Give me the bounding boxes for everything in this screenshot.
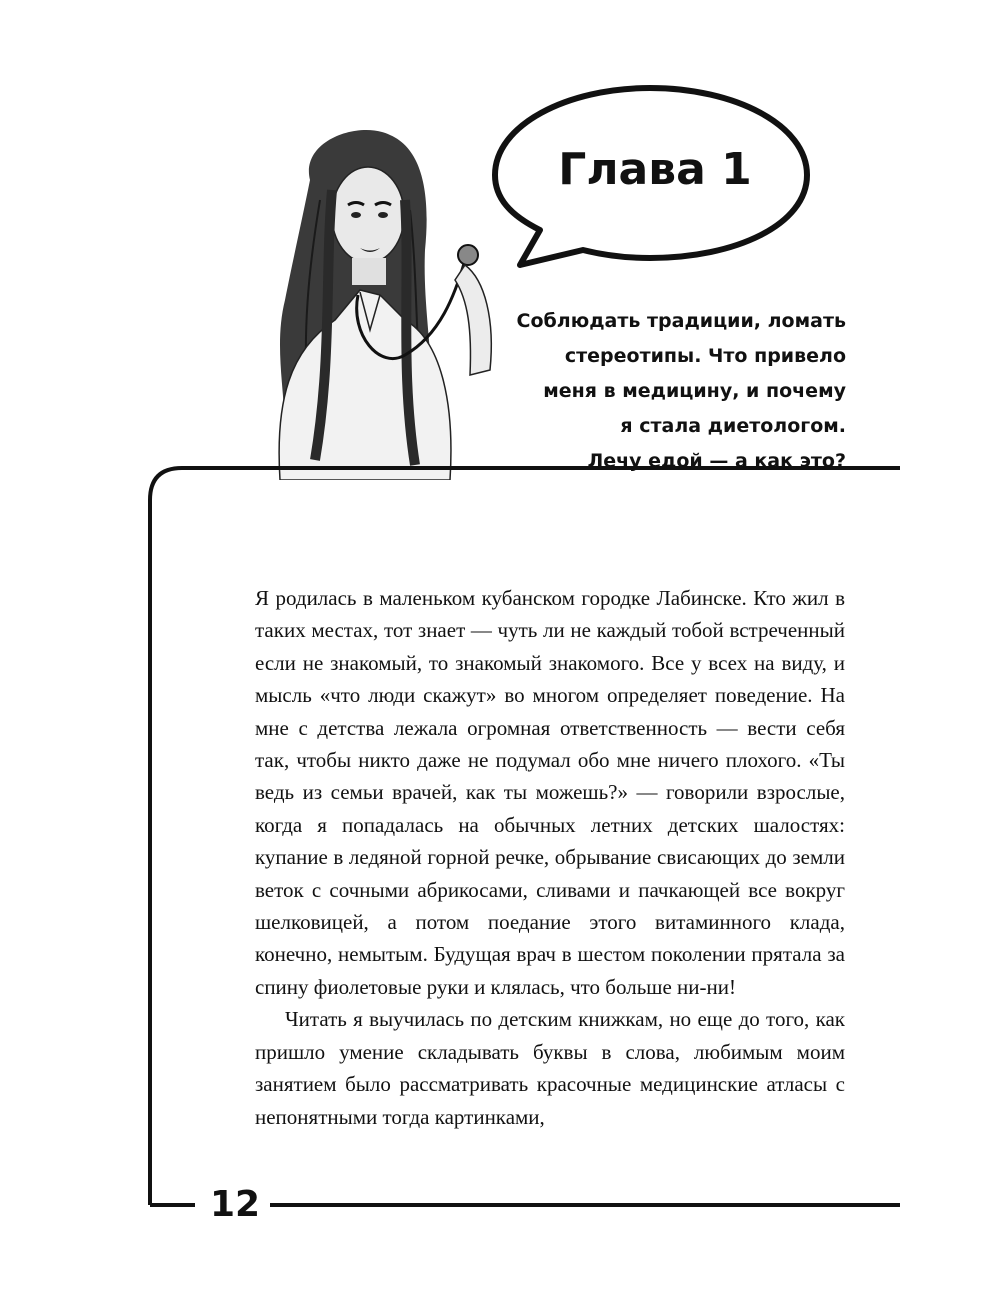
subtitle-line: Лечу едой — а как это? bbox=[587, 450, 846, 472]
chapter-title: Глава 1 bbox=[558, 144, 752, 195]
subtitle-line: Соблюдать традиции, ломать bbox=[516, 310, 846, 332]
page-number: 12 bbox=[200, 1180, 270, 1230]
paragraph: Я родилась в маленьком кубанском городке Лабинске. Кто жил в таких местах, тот знает — чуть ли не каждый тобой встреченный если не знакомый, то знакомый знакомого. Все у всех на виду, и мысль «что люди скажут» во многом определяет поведение. На мне с детства лежала огромная ответственность — вести себя так, чтобы никто даже не подумал обо мне ничего плохого. «Ты ведь из семьи врачей, как ты можешь?» — говорили взрослые, когда я попадалась на обычных летних детских шалостях: купание в ледяной горной речке, обрывание свисающих до земли веток с сочными абрикосами, сливами и пачкающей все вокруг шелковицей, а потом поедание этого витаминного клада, конечно, немытым. Будущая врач в шестом поколении прятала за спину фиолетовые руки и клялась, что больше ни-ни! bbox=[255, 586, 845, 999]
subtitle-line: я стала диетологом. bbox=[620, 415, 846, 437]
subtitle-line: меня в медицину, и почему bbox=[543, 380, 846, 402]
paragraph: Читать я выучилась по детским книжкам, но еще до того, как пришло умение складывать буквы в слова, любимым моим занятием было рассматривать красочные медицинские атласы с непонятными тогда картинками, bbox=[255, 1007, 845, 1129]
body-text bbox=[255, 582, 845, 1133]
subtitle-line: стереотипы. Что привело bbox=[564, 345, 846, 367]
